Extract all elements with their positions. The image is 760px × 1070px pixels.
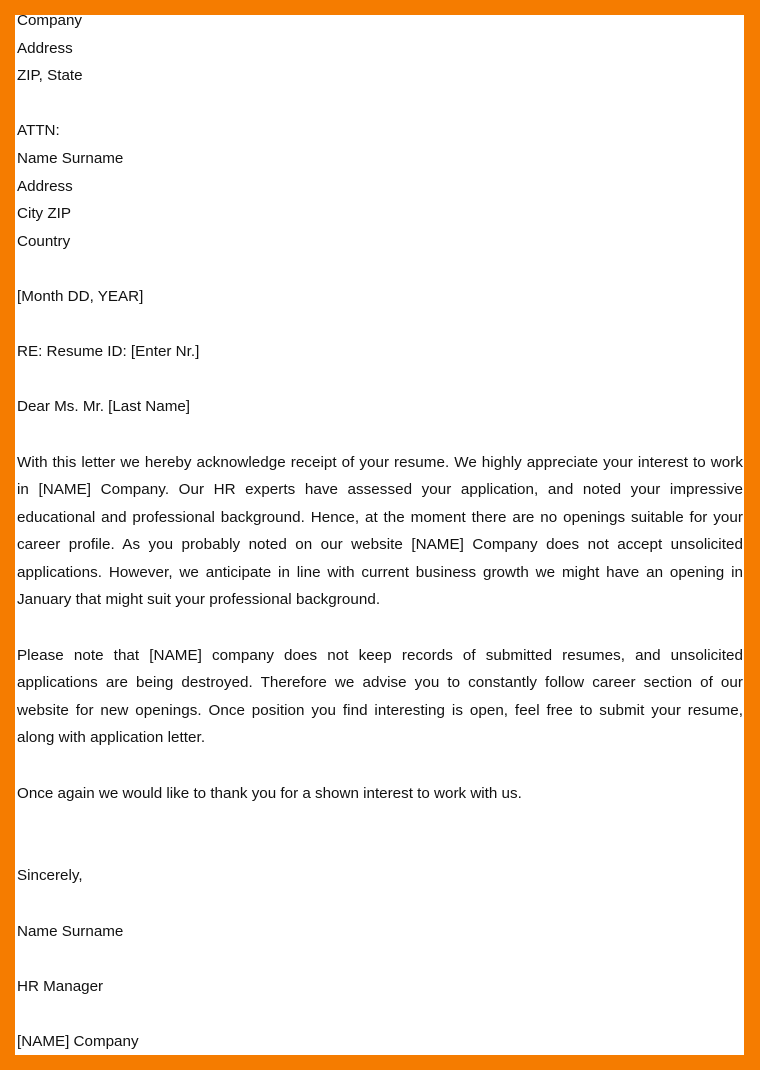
recipient-country: Country bbox=[17, 232, 71, 250]
sender-address: Address bbox=[17, 39, 73, 57]
letter-page bbox=[15, 15, 744, 1055]
letter-body bbox=[17, 15, 743, 1055]
body-paragraph-3: Once again we would like to thank you for a shown interest to work with us. bbox=[17, 784, 522, 802]
letter-date: [Month DD, YEAR] bbox=[17, 287, 144, 305]
recipient-city-zip: City ZIP bbox=[17, 205, 72, 223]
closing-block bbox=[17, 862, 743, 1055]
signer-name: Name Surname bbox=[17, 922, 124, 940]
recipient-address: Address bbox=[17, 177, 73, 195]
reference-line: RE: Resume ID: [Enter Nr.] bbox=[17, 343, 200, 361]
sender-block bbox=[17, 15, 743, 90]
signer-company: [NAME] Company bbox=[17, 1032, 139, 1050]
sender-zip-state: ZIP, State bbox=[17, 67, 83, 85]
body-paragraph-1: With this letter we hereby acknowledge receipt of your resume. We highly appreciate your interest to work in [NAME] Company. Our HR experts have assessed your application, and noted your impressive educational and professional background. Hence, at the moment there are no openings suitable for your career profile. As you probably noted on our website [NAME] Company does not accept unsolicited applications. However, we anticipate in line with current business growth we might have an opening in January that might suit your professional background. bbox=[17, 453, 743, 609]
body-paragraph-2: Please note that [NAME] company does not keep records of submitted resumes, and unsolicited applications are being destroyed. Therefore we advise you to constantly follow career section of our website for new openings. Once position you find interesting is open, feel free to submit your resume, along with application letter. bbox=[17, 646, 743, 747]
recipient-block bbox=[17, 117, 743, 255]
sender-company: Company bbox=[17, 15, 82, 29]
salutation: Dear Ms. Mr. [Last Name] bbox=[17, 398, 191, 416]
signer-title: HR Manager bbox=[17, 977, 104, 995]
attn-label: ATTN: bbox=[17, 122, 60, 140]
valediction: Sincerely, bbox=[17, 867, 83, 885]
recipient-name: Name Surname bbox=[17, 149, 124, 167]
